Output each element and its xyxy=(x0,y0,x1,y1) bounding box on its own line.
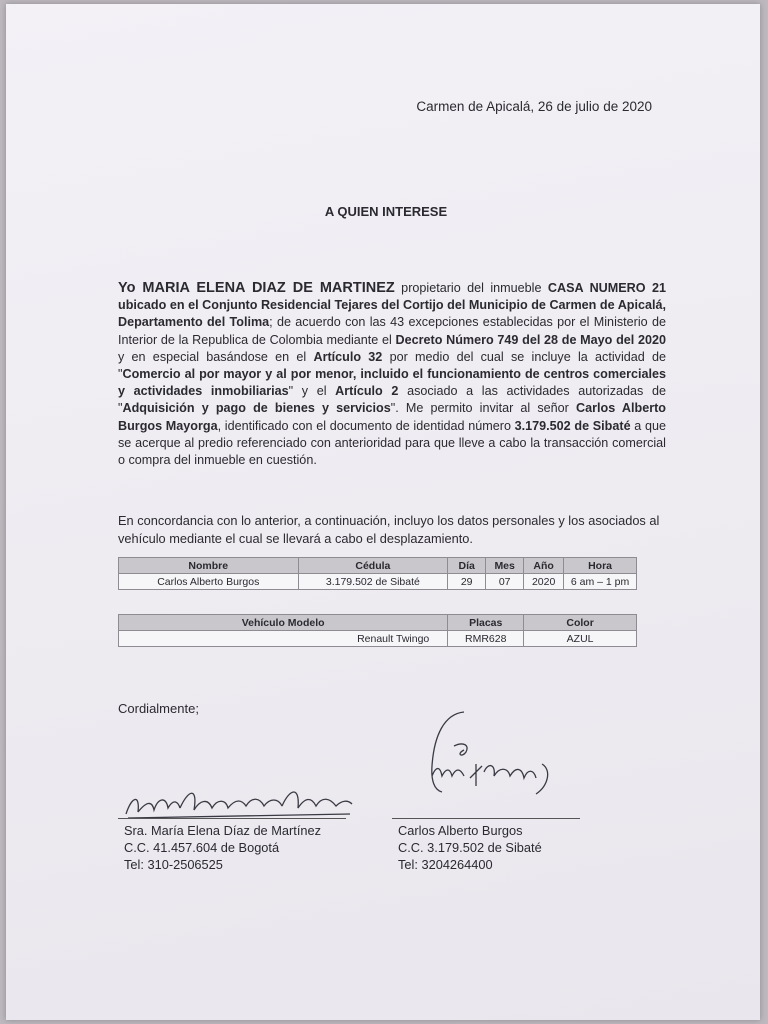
table-row xyxy=(119,631,637,647)
invitee-name: Carlos Alberto Burgos Mayorga xyxy=(118,401,666,433)
header-mes: Mes xyxy=(486,558,524,574)
activity-commerce: Comercio al por mayor y al por menor, incluido el funcionamiento de centros comerciales y actividades inmobiliarias xyxy=(118,367,666,399)
second-paragraph: En concordancia con lo anterior, a continuación, incluyo los datos personales y los asociados al vehículo mediante el cual se llevará a cabo el desplazamiento. xyxy=(118,513,660,546)
p1-s1: Yo xyxy=(118,280,143,296)
p1-s15: ". Me permito invitar al señor xyxy=(390,401,577,416)
signer-owner-tel: Tel: 310-2506525 xyxy=(124,857,223,872)
cell-cedula: 3.179.502 de Sibaté xyxy=(298,574,448,590)
header-color: Color xyxy=(524,615,637,631)
closing-salutation: Cordialmente; xyxy=(118,701,199,716)
signer-owner-id: C.C. 41.457.604 de Bogotá xyxy=(124,840,280,855)
decree-reference: Decreto Número 749 del 28 de Mayo del 2020 xyxy=(395,332,666,347)
signer-buyer-tel: Tel: 3204264400 xyxy=(398,857,493,872)
cell-dia: 29 xyxy=(448,574,486,590)
cell-mes: 07 xyxy=(486,574,524,590)
table-row xyxy=(119,574,637,590)
header-vehiculo: Vehículo Modelo xyxy=(119,615,448,631)
vehicle-table xyxy=(118,614,637,647)
article-32: Artículo 32 xyxy=(313,349,383,364)
property-description: CASA NUMERO 21 ubicado en el Conjunto Residencial Tejares del Cortijo del Municipio de Carmen de Apicalá, Departamento del Tolima xyxy=(118,281,666,330)
cell-ano: 2020 xyxy=(524,574,564,590)
letter-page xyxy=(6,4,760,1020)
table-header-row xyxy=(119,615,637,631)
signer-buyer-id: C.C. 3.179.502 de Sibaté xyxy=(398,840,542,855)
signer-buyer-block xyxy=(398,822,542,873)
p1-s17: , identificado con el documento de identidad número xyxy=(217,418,515,433)
cell-hora: 6 am – 1 pm xyxy=(564,574,637,590)
signer-owner-block xyxy=(124,822,321,873)
owner-name: MARIA ELENA DIAZ DE MARTINEZ xyxy=(142,280,395,296)
signature-buyer xyxy=(424,706,564,798)
header-ano: Año xyxy=(524,558,564,574)
p1-s13: asociado a las actividades autorizadas de " xyxy=(118,384,666,416)
signer-owner-name: Sra. María Elena Díaz de Martínez xyxy=(124,823,322,838)
signature-line-buyer xyxy=(392,818,580,819)
p1-s11: " y el xyxy=(288,384,336,399)
header-placas: Placas xyxy=(448,615,524,631)
header-hora: Hora xyxy=(564,558,637,574)
cell-vehiculo: Renault Twingo xyxy=(119,631,448,647)
letter-date: Carmen de Apicalá, 26 de julio de 2020 xyxy=(416,99,652,114)
signature-line-owner xyxy=(118,818,346,819)
body-paragraph xyxy=(118,280,666,469)
invitee-id: 3.179.502 de Sibaté xyxy=(514,418,631,433)
article-2: Artículo 2 xyxy=(335,384,399,399)
cell-nombre: Carlos Alberto Burgos xyxy=(119,574,299,590)
cell-placas: RMR628 xyxy=(448,631,524,647)
p1-s9: por medio del cual se incluye la actividad de " xyxy=(118,349,667,382)
p1-s7: y en especial basándose en el xyxy=(118,349,314,364)
header-dia: Día xyxy=(448,558,486,574)
letter-heading: A QUIEN INTERESE xyxy=(324,204,448,219)
cell-color: AZUL xyxy=(524,631,637,647)
header-cedula: Cédula xyxy=(298,558,448,574)
p1-s5: ; de acuerdo con las 43 excepciones establecidas por el Ministerio de Interior de la Republica de Colombia mediante el xyxy=(118,315,666,347)
table-header-row xyxy=(119,558,637,574)
p1-s3: propietario del inmueble xyxy=(394,281,548,295)
activity-acquisition: Adquisición y pago de bienes y servicios xyxy=(122,401,391,416)
signer-buyer-name: Carlos Alberto Burgos xyxy=(398,823,523,838)
header-nombre: Nombre xyxy=(119,558,299,574)
p1-s19: a que se acerque al predio referenciado con anterioridad para que lleve a cabo la transacción comercial o compra del inmueble en cuestión. xyxy=(118,418,666,468)
personal-data-table xyxy=(118,557,637,590)
